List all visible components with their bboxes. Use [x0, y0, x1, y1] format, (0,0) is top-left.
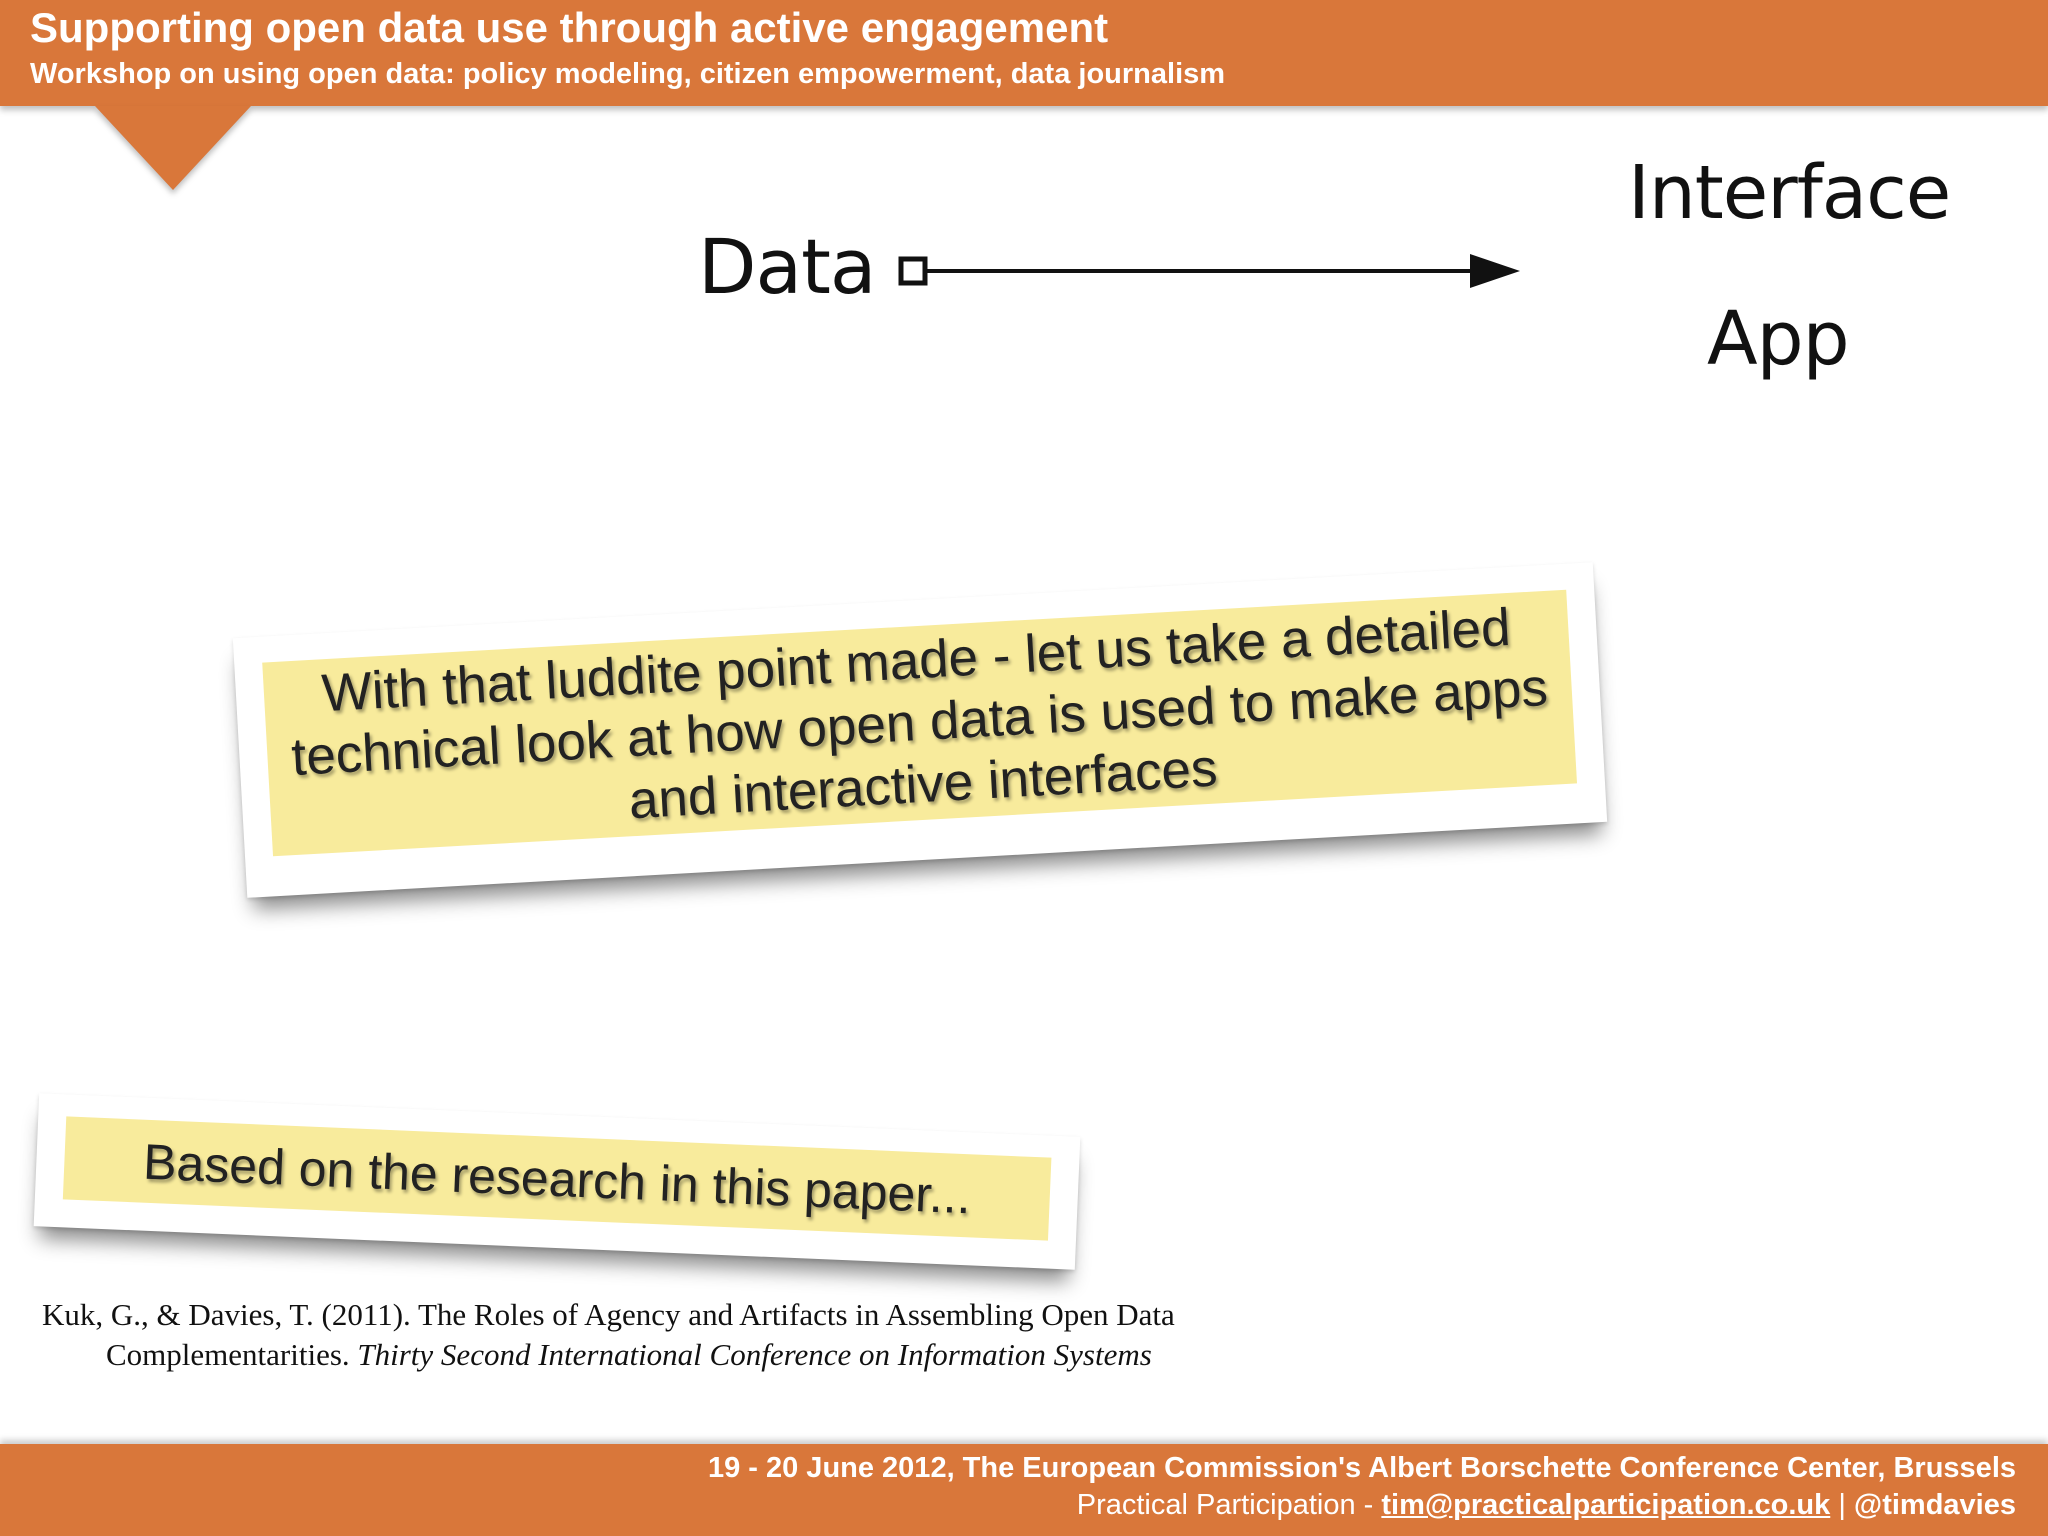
slide-subtitle: Workshop on using open data: policy modeling, citizen empowerment, data journalism	[30, 58, 1226, 90]
sticky-note-research	[34, 1093, 1081, 1270]
footer-contact	[1077, 1489, 2016, 1522]
footer-separator: |	[1830, 1489, 1854, 1521]
citation-venue: Thirty Second International Conference on Information Systems	[357, 1337, 1152, 1372]
diagram-label-app: App	[1707, 296, 1849, 382]
footer-org: Practical Participation -	[1076, 1489, 1382, 1521]
sticky-note-main-highlight	[262, 590, 1577, 857]
sticky-note-main	[233, 562, 1607, 898]
slide-header	[0, 0, 2048, 106]
diagram-label-interface: Interface	[1628, 150, 1951, 236]
sticky-note-main-text: With that luddite point made - let us take a detailed technical look at how open data is used to make apps and interactive interfaces	[289, 597, 1550, 831]
sticky-note-research-highlight	[63, 1116, 1052, 1240]
paper-citation	[42, 1295, 1222, 1375]
footer-email-link[interactable]: tim@practicalparticipation.co.uk	[1381, 1489, 1831, 1521]
citation-main: Kuk, G., & Davies, T. (2011). The Roles of Agency and Artifacts in Assembling Open Data Complementarities.	[42, 1297, 1175, 1372]
arrow-right-icon	[1470, 254, 1520, 288]
footer-twitter-handle: @timdavies	[1853, 1489, 2016, 1521]
footer-event: 19 - 20 June 2012, The European Commission's Albert Borschette Conference Center, Brussels	[707, 1452, 2016, 1484]
diagram-label-data: Data	[698, 222, 876, 311]
data-flow-arrow	[895, 250, 1525, 292]
sticky-note-research-text: Based on the research in this paper...	[142, 1133, 973, 1224]
slide-title: Supporting open data use through active engagement	[30, 4, 1109, 51]
slide-footer	[0, 1444, 2048, 1536]
header-notch-decoration	[95, 106, 251, 190]
square-icon	[901, 259, 925, 283]
